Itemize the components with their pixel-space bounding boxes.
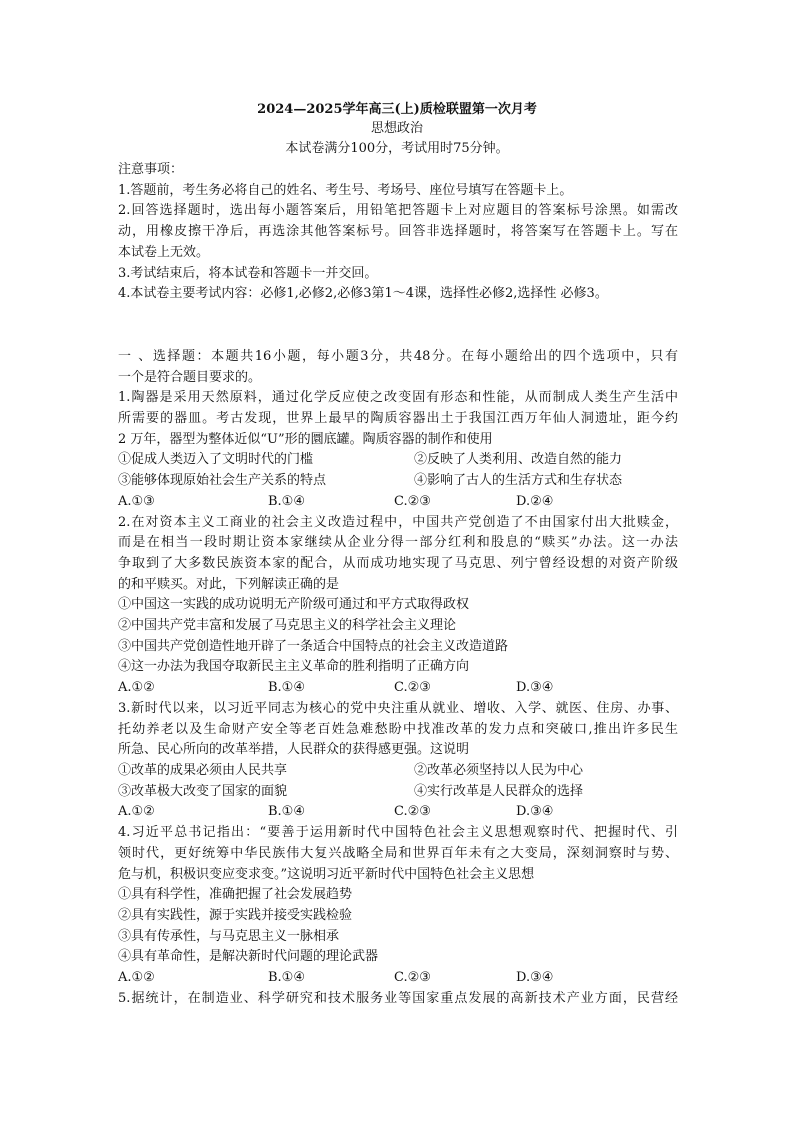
question-2-stem: 2.在对资本主义工商业的社会主义改造过程中，中国共产党创造了不由国家付出大批赎金， — [118, 514, 678, 530]
question-1-statements — [118, 471, 678, 492]
question-2-stem: 的和平赎买。对此，下列解读正确的是 — [118, 576, 340, 592]
option-b: B.①④ — [268, 493, 305, 509]
statement: ③能够体现原始社会生产关系的特点 — [118, 473, 327, 489]
exam-content — [118, 160, 678, 1009]
statement: ④影响了古人的生活方式和生存状态 — [414, 473, 623, 489]
question-3-stem: 所急、民心所向的改革举措，人民群众的获得感更强。这说明 — [118, 742, 470, 758]
statement: ①具有科学性，准确把握了社会发展趋势 — [118, 887, 353, 903]
statement: ②中国共产党丰富和发展了马克思主义的科学社会主义理论 — [118, 618, 457, 634]
question-4-stem: 4.习近平总书记指出：“要善于运用新时代中国特色社会主义思想观察时代、把握时代、引 — [118, 825, 678, 841]
question-2-stem: 争取到了大多数民族资本家的配合，从而成功地实现了马克思、列宁曾经设想的对资产阶级 — [118, 555, 678, 571]
question-1-stem: 所需要的器皿。考古发现，世界上最早的陶质容器出土于我国江西万年仙人洞遗址，距今约 — [118, 411, 678, 427]
statement: ②具有实践性，源于实践并接受实践检验 — [118, 907, 353, 923]
statement: ④具有革命性，是解决新时代问题的理论武器 — [118, 949, 379, 965]
statement: ①改革的成果必须由人民共享 — [118, 762, 288, 778]
question-1-options — [118, 492, 678, 513]
exam-title: 2024—2025学年高三(上)质检联盟第一次月考 — [257, 102, 537, 117]
question-4-stem: 危与机，积极识变应变求变。”这说明习近平新时代中国特色社会主义思想 — [118, 866, 535, 882]
note-item: 3.考试结束后，将本试卷和答题卡一并交回。 — [118, 265, 378, 281]
option-b: B.①④ — [268, 804, 305, 820]
spacer — [118, 305, 678, 347]
note-item: 1.答题前，考生务必将自己的姓名、考生号、考场号、座位号填写在答题卡上。 — [118, 182, 573, 198]
question-3-statements — [118, 761, 678, 782]
option-a: A.①② — [118, 804, 155, 820]
option-c: C.②③ — [394, 493, 431, 509]
option-c: C.②③ — [394, 804, 431, 820]
option-d: D.③④ — [516, 970, 554, 986]
statement: ④这一办法为我国夺取新民主主义革命的胜利指明了正确方向 — [118, 659, 470, 675]
question-3-statements — [118, 782, 678, 803]
option-d: D.③④ — [516, 680, 554, 696]
option-b: B.①④ — [268, 680, 305, 696]
question-1-stem: 2 万年，器型为整体近似“U”形的圜底罐。陶质容器的制作和使用 — [118, 431, 493, 447]
notes-heading: 注意事项： — [118, 162, 184, 177]
option-b: B.①④ — [268, 970, 305, 986]
option-d: D.②④ — [516, 493, 554, 509]
question-2-options — [118, 678, 678, 699]
option-d: D.③④ — [516, 804, 554, 820]
question-3-stem: 托幼养老以及生命财产安全等老百姓急难愁盼中找准改革的发力点和突破口,推出许多民生 — [118, 721, 678, 737]
option-c: C.②③ — [394, 970, 431, 986]
question-4-stem: 领时代，更好统筹中华民族伟大复兴战略全局和世界百年未有之大变局，深刻洞察时与势、 — [118, 845, 678, 861]
option-a: A.①③ — [118, 493, 155, 509]
option-a: A.①② — [118, 680, 155, 696]
section-heading-cont: 一个是符合题目要求的。 — [118, 369, 262, 385]
statement: ③改革极大改变了国家的面貌 — [118, 783, 288, 799]
statement: ②改革必须坚持以人民为中心 — [414, 762, 584, 778]
question-3-options — [118, 802, 678, 823]
option-c: C.②③ — [394, 680, 431, 696]
note-item: 本试卷上无效。 — [118, 244, 210, 260]
question-4-options — [118, 968, 678, 989]
question-1-stem: 1.陶器是采用天然原料，通过化学反应使之改变固有形态和性能，从而制成人类生产生活中 — [118, 390, 678, 406]
statement: ①中国这一实践的成功说明无产阶级可通过和平方式取得政权 — [118, 597, 470, 613]
section-heading: 一 、选择题：本题共16小题，每小题3分，共48分。在每小题给出的四个选项中，只有 — [118, 348, 678, 364]
option-a: A.①② — [118, 970, 155, 986]
question-2-stem: 而是在相当一段时期让资本家继续从企业分得一部分红利和股息的“赎买”办法。这一办法 — [118, 535, 678, 551]
statement: ④实行改革是人民群众的选择 — [414, 783, 584, 799]
note-item: 动，用橡皮擦干净后，再选涂其他答案标号。回答非选择题时，将答案写在答题卡上。写在 — [118, 224, 678, 240]
statement: ③中国共产党创造性地开辟了一条适合中国特点的社会主义改造道路 — [118, 638, 509, 654]
question-1-statements — [118, 450, 678, 471]
statement: ①促成人类迈入了文明时代的门槛 — [118, 452, 314, 468]
note-item: 2.回答选择题时，选出每小题答案后，用铅笔把答题卡上对应题目的答案标号涂黑。如需改 — [118, 203, 678, 219]
statement: ③具有传承性，与马克思主义一脉相承 — [118, 928, 340, 944]
question-3-stem: 3.新时代以来，以习近平同志为核心的党中央注重从就业、增收、入学、就医、住房、办事、 — [118, 700, 678, 716]
question-5-stem: 5.据统计，在制造业、科学研究和技术服务业等国家重点发展的高新技术产业方面，民营经 — [118, 990, 678, 1006]
exam-info: 本试卷满分100分，考试用时75分钟。 — [285, 141, 509, 156]
note-item: 4.本试卷主要考试内容：必修1,必修2,必修3第1～4课，选择性必修2,选择性 必修3。 — [118, 286, 608, 302]
exam-subject: 思想政治 — [370, 121, 423, 136]
statement: ②反映了人类利用、改造自然的能力 — [414, 452, 623, 468]
